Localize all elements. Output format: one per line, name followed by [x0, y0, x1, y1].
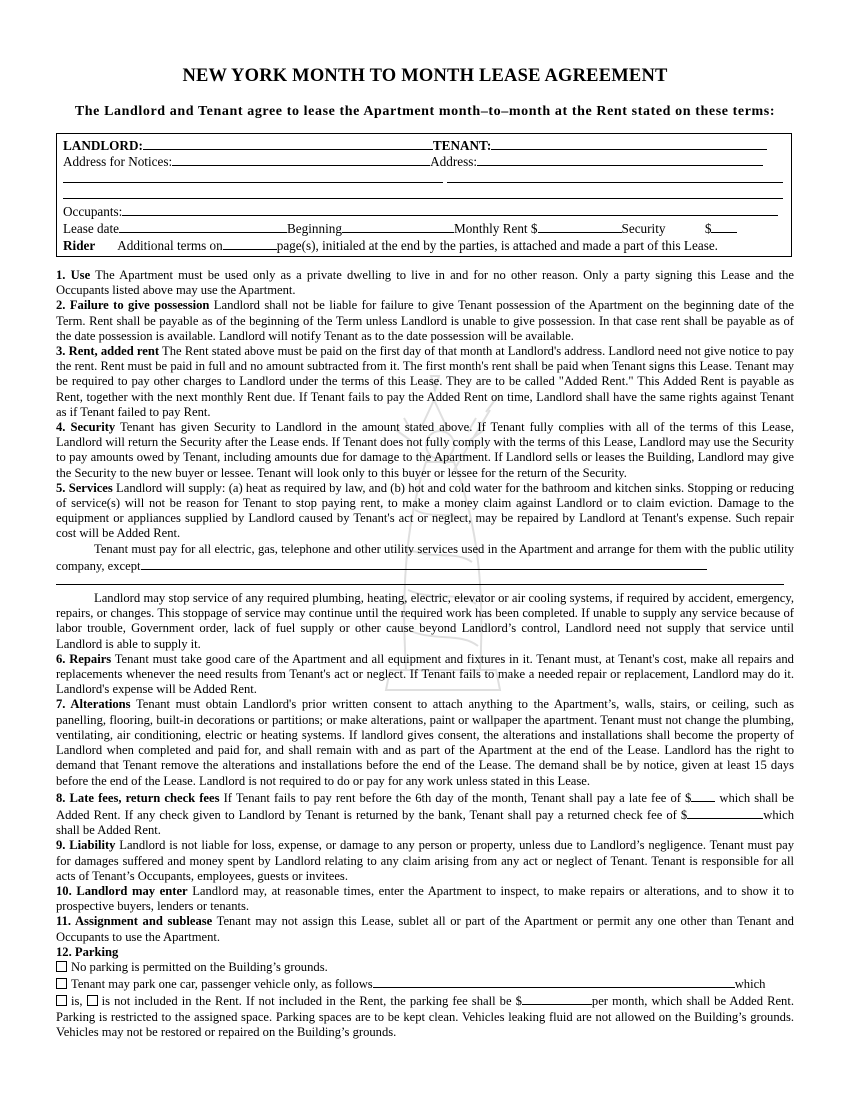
landlord-name-field[interactable] [143, 137, 433, 150]
clause-services-heading: 5. Services [56, 480, 113, 495]
intro-line: The Landlord and Tenant agree to lease the Apartment month–to–month at the Rent stated on these terms: [74, 104, 776, 119]
parking-details-field[interactable] [373, 975, 735, 988]
landlord-address-field[interactable] [172, 153, 430, 166]
parking-included-checkbox[interactable] [56, 995, 67, 1006]
lease-date-field[interactable] [119, 220, 287, 233]
lease-date-label: Lease date [63, 221, 120, 236]
clause-repairs [56, 652, 794, 698]
clause-assignment-heading: 11. Assignment and sublease [56, 914, 213, 929]
clause-entry-text: Landlord may, at reasonable times, enter the Apartment to inspect, to make repairs or alterations, and to show it to prospective buyers, lenders or tenants. [56, 883, 794, 914]
clause-security [56, 420, 794, 481]
clause-services-utilities [56, 542, 794, 574]
landlord-address-label: Address for Notices: [63, 154, 173, 169]
occupants-label: Occupants: [63, 204, 123, 219]
clause-late-fees-text-2: which shall be Added Rent. If any check given to Landlord by Tenant is returned by the bank, Tenant shall pay a returned check fee of $ [56, 790, 794, 822]
clause-use-heading: 1. Use [56, 268, 91, 282]
lease-details-form [56, 133, 792, 257]
utilities-exception-line-row [56, 574, 794, 591]
beginning-field[interactable] [342, 220, 454, 233]
parking-fee-text: is not included in the Rent. If not included in the Rent, the parking fee shall be $ [101, 994, 522, 1009]
clause-repairs-text: Tenant must take good care of the Apartment and all equipment and fixtures in it. Tenant must, at Tenant's cost, make all repairs and replacements whenever the need results from Tenant's act or neglect. If Tenant fails to make a needed repair or replacement, Landlord may do it. Landlord's expense will be Added Rent. [56, 651, 794, 697]
rider-pages-field[interactable] [223, 237, 277, 250]
returned-check-fee-field[interactable] [687, 806, 763, 819]
document-title: NEW YORK MONTH TO MONTH LEASE AGREEMENT [182, 66, 668, 86]
lease-terms [56, 268, 794, 1040]
clause-rent [56, 344, 794, 420]
clause-alterations-text: Tenant must obtain Landlord's prior written consent to attach anything to the Apartment’s, walls, stairs, or ceiling, such as panelling, flooring, built-in decorations or partitions; or make alterations, paint or wallpaper the apartment. Tenant must not change the plumbing, ventilating, air conditioning, electric or heating systems. If landlord gives consent, the alterations and installations shall become the property of Landlord when completed and paid for, and shall remain with and as part of the Apartment at the end of the Lease. Landlord has the right to demand that Tenant remove the alterations and installations before the end of the Lease. The demand shall be by notice, given at least 15 days before the end of the Lease. Landlord is not required to do or pay for any work unless stated in this Lease. [56, 697, 795, 788]
clause-parking-heading: 12. Parking [56, 944, 119, 959]
security-currency: $ [704, 221, 712, 236]
clause-possession-heading: 2. Failure to give possession [56, 298, 210, 313]
occupants-field[interactable] [122, 203, 778, 216]
monthly-rent-label: Monthly Rent $ [453, 221, 538, 236]
clause-security-text: Tenant has given Security to Landlord in the amount stated above. If Tenant fully complies with all of the terms of this Lease, Landlord will return the Security after the Lease ends. If Tenant does not fully comply with the terms of this Lease, Landlord may use the Security to pay amounts owed by Tenant, including amounts due for damage to the Apartment. If Landlord sells or leases the Building, Landlord may give the Security to the new buyer or lessee. Tenant will look only to this buyer or lessee for the return of the Security. [56, 420, 794, 480]
clause-use [56, 268, 794, 298]
rider-text-1: Additional terms on [117, 238, 223, 253]
monthly-rent-field[interactable] [538, 220, 622, 233]
clause-alterations-heading: 7. Alterations [56, 697, 131, 712]
tenant-name-field[interactable] [491, 137, 767, 150]
clause-liability-text: Landlord is not liable for loss, expense, or damage to any person or property, unless due to Landlord’s negligence. Tenant must pay for damages suffered and money spent by Landlord relating to any claim arising from any act or neglect of Tenant. Tenant is responsible for all acts of Tenant’s Occupants, employees, guests or invitees. [56, 838, 794, 883]
parking-option-none [56, 960, 794, 975]
tenant-address-field[interactable] [477, 153, 763, 166]
parking-not-included-checkbox[interactable] [87, 995, 98, 1006]
security-label: Security [621, 221, 666, 236]
clause-parking [56, 945, 794, 960]
clause-services-stoppage: Landlord may stop service of any required plumbing, heating, electric, elevator or air cooling systems, if required by accident, emergency, repairs, or changes. This stoppage of service may continue until the required work has been completed. If unable to supply any service because of labor trouble, Government order, lack of fuel supply or other cause beyond Landlord’s control, Landlord need not supply that service until Landlord is able to supply it. [56, 591, 794, 651]
clause-services [56, 481, 794, 542]
tenant-address-line-2[interactable] [447, 182, 783, 183]
parking-fee-text-end: per month, which shall be Added Rent. Parking is restricted to the assigned space. Parking spaces are to be kept clean. Vehicles leaking fluid are not allowed on the Building’s grounds. Vehicles may not be restored or repaired on the Building’s grounds. [56, 994, 795, 1039]
beginning-label: Beginning [287, 221, 342, 236]
parking-one-car-label: Tenant may park one car, passenger vehicle only, as follows [71, 977, 373, 992]
parking-one-car-checkbox[interactable] [56, 978, 67, 989]
clause-rent-heading: 3. Rent, added rent [56, 344, 160, 359]
clause-liability [56, 838, 794, 884]
landlord-address-line-2[interactable] [63, 182, 443, 183]
parking-option-fee [56, 992, 794, 1040]
clause-late-fees-heading: 8. Late fees, return check fees [56, 790, 220, 805]
clause-assignment [56, 914, 794, 944]
utilities-exception-line-2[interactable] [56, 584, 784, 585]
clause-use-text: The Apartment must be used only as a private dwelling to live in and for no other reason. Only a party signing this Lease and the Occupants listed above may use the Apartment. [56, 268, 794, 298]
rider-text-2: page(s), initialed at the end by the parties, is attached and made a part of this Lease. [276, 238, 718, 253]
clause-alterations [56, 697, 794, 788]
clause-repairs-heading: 6. Repairs [56, 651, 112, 666]
utilities-exception-field[interactable] [141, 557, 707, 570]
clause-possession-text: Landlord shall not be liable for failure to give Tenant possession of the Apartment on the beginning date of the Term. Rent shall be payable as of the beginning of the Term unless Landlord is unable to give possession. In that case rent shall be payable as of the date possession is available. Landlord will notify Tenant as to the date possession will be available. [56, 298, 795, 343]
clause-services-text: Landlord will supply: (a) heat as required by law, and (b) hot and cold water for the bathroom and kitchen sinks. Stopping or reducing of service(s) will not be reason for Tenant to stop paying rent, to make a money claim against Landlord or to claim eviction. Damage to the equipment or appliances supplied by Landlord caused by Tenant's act or neglect, may be repaired by Landlord at Tenant's expense. Such repair cost will be Added Rent. [56, 480, 795, 541]
late-fee-field[interactable] [691, 789, 715, 802]
parking-fee-field[interactable] [522, 992, 592, 1005]
landlord-label: LANDLORD: [63, 138, 143, 153]
clause-rent-text: The Rent stated above must be paid on the first day of that month at Landlord's address. Landlord need not give notice to pay the rent. Rent must be paid in full and no amount subtracted from it. The first month's rent shall be paid when Tenant signs this Lease. Tenant may be required to pay other charges to Landlord under the terms of this Lease. They are to be called "Added Rent." This Added Rent is payable as Rent, together with the next monthly Rent due. If Tenant fails to pay the Added Rent on time, Landlord shall have the same rights against Tenant as if Tenant failed to pay Rent. [56, 344, 794, 419]
clause-services-utilities-text: Tenant must pay for all electric, gas, telephone and other utility services used in the Apartment and arrange for them with the public utility company, except [56, 541, 794, 573]
tenant-label: TENANT: [432, 138, 492, 153]
clause-possession [56, 298, 794, 344]
address-line-3[interactable] [63, 198, 783, 199]
parking-option-one-car [56, 975, 794, 992]
parking-none-label: No parking is permitted on the Building’s grounds. [71, 959, 328, 974]
clause-assignment-text: Tenant may not assign this Lease, sublet all or part of the Apartment or permit any one other than Tenant and Occupants to use the Apartment. [56, 914, 794, 944]
parking-included-label: is, [71, 994, 83, 1009]
security-field[interactable] [711, 220, 737, 233]
parking-one-car-end: which [734, 977, 766, 992]
clause-entry [56, 884, 794, 914]
clause-security-heading: 4. Security [56, 420, 116, 435]
rider-label: Rider [63, 238, 96, 253]
clause-late-fees-text-1: If Tenant fails to pay rent before the 6th day of the month, Tenant shall pay a late fee of $ [219, 790, 692, 805]
clause-entry-heading: 10. Landlord may enter [56, 883, 188, 898]
clause-late-fees [56, 789, 794, 839]
clause-late-fees-text-3: which shall be Added Rent. [56, 807, 794, 838]
tenant-address-label: Address: [430, 154, 478, 169]
parking-none-checkbox[interactable] [56, 961, 67, 972]
clause-liability-heading: 9. Liability [56, 838, 116, 853]
page-bottom-crop [0, 1040, 850, 1100]
